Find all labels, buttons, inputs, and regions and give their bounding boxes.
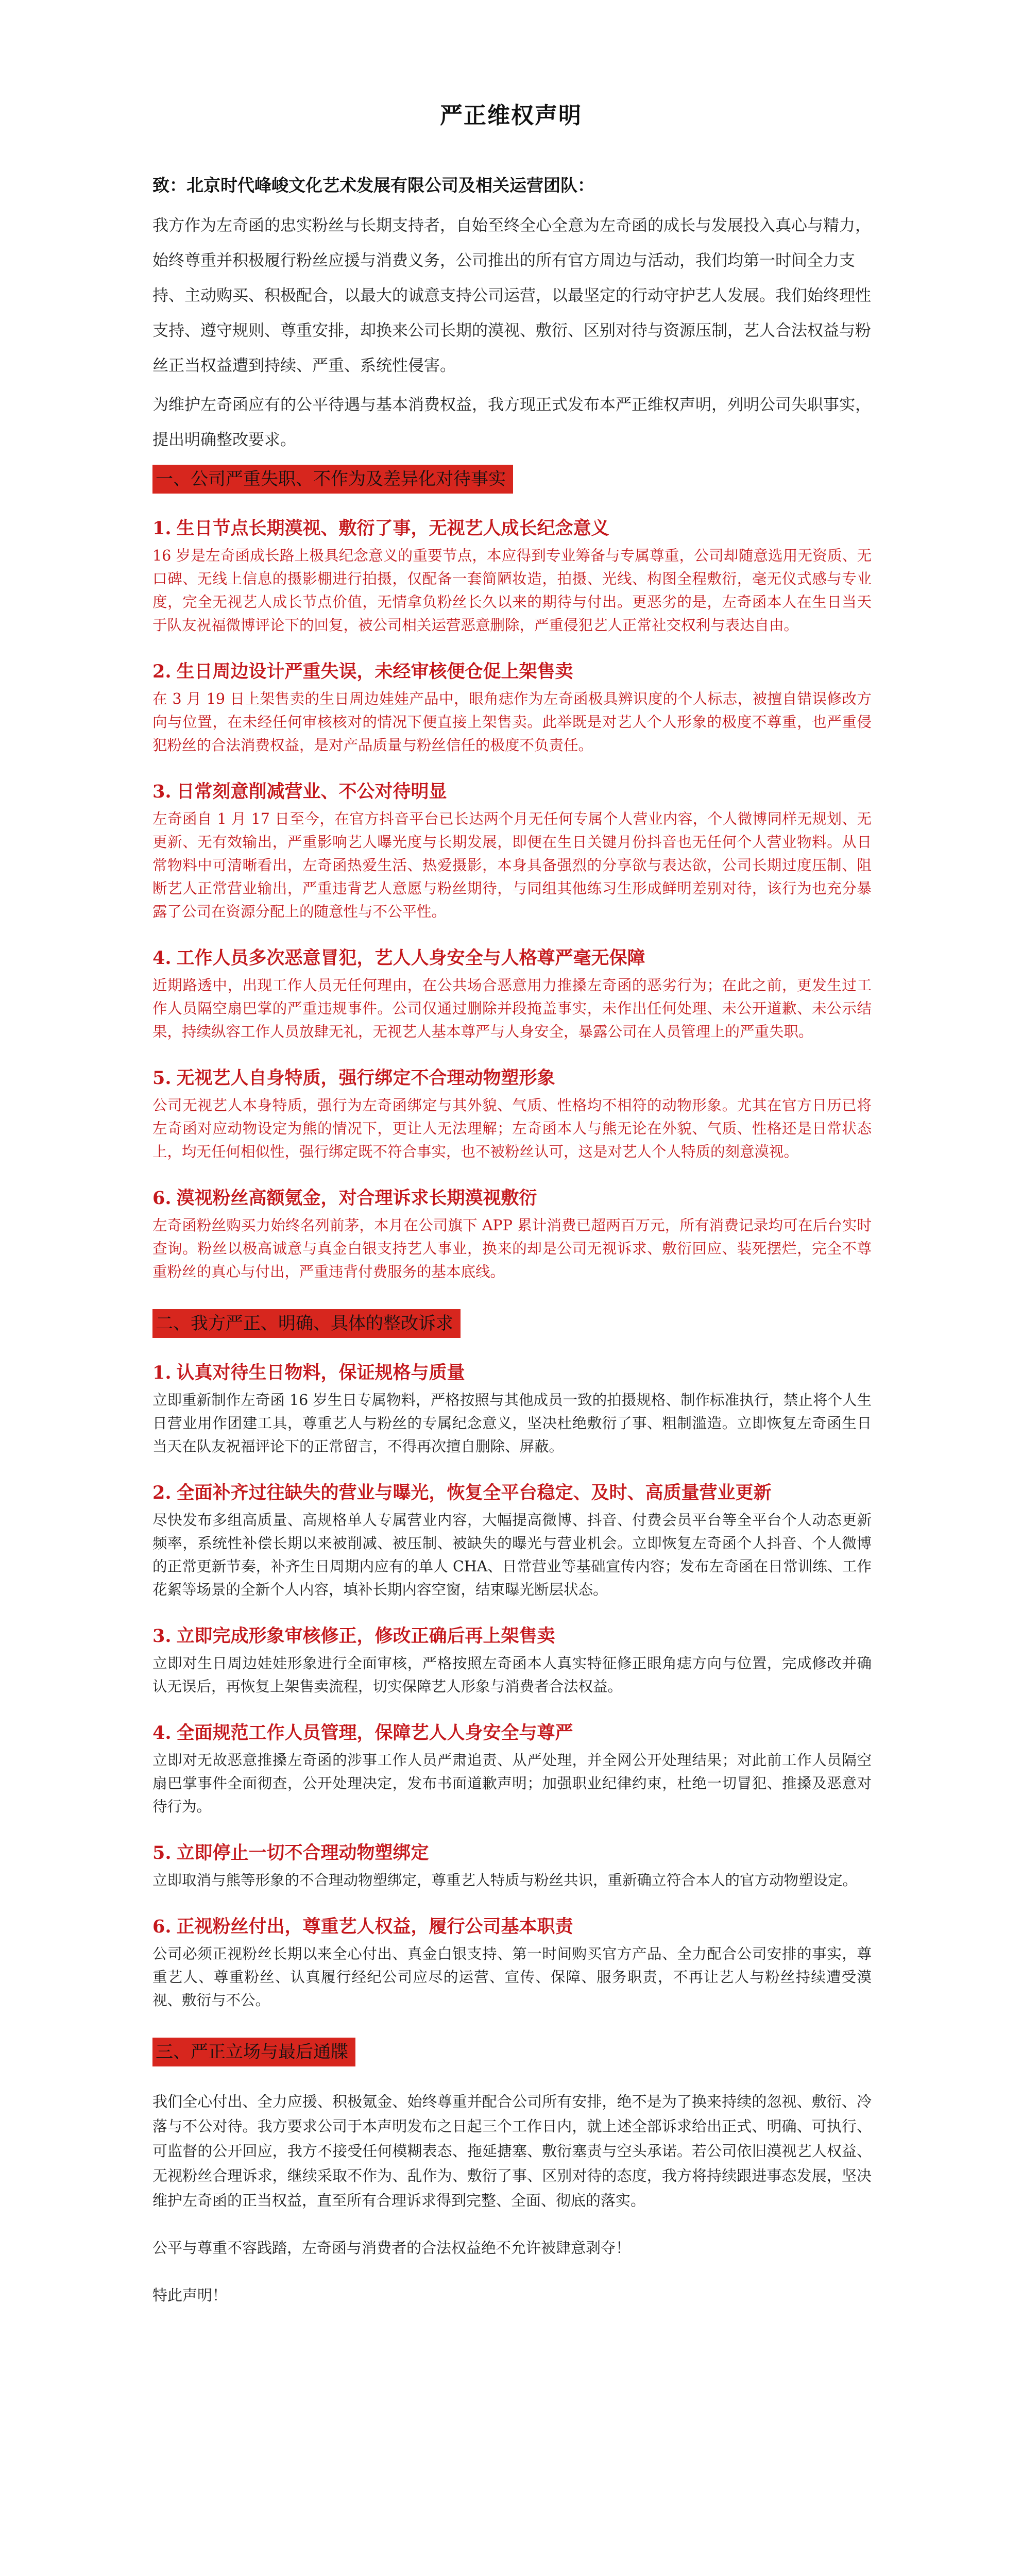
item-body: 立即重新制作左奇函 16 岁生日专属物料，严格按照与其他成员一致的拍摄规格、制作标准执行，禁止将个人生日营业用作团建工具，尊重艺人与粉丝的专属纪念意义，坚决杜绝敷衍了事、粗制滥造。立即恢复左奇函生日当天在队友祝福评论下的正常留言，不得再次擅自删除、屏蔽。 <box>152 1392 872 1455</box>
item-number: 1. <box>152 518 172 539</box>
section-demands <box>152 1306 872 2012</box>
item-title-text: 工作人员多次恶意冒犯，艺人人身安全与人格尊严毫无保障 <box>176 947 645 969</box>
statement-content <box>152 170 872 2330</box>
item-title-text: 生日周边设计严重失误，未经审核便仓促上架售卖 <box>176 661 573 682</box>
item-number: 1. <box>152 1362 172 1383</box>
item-title <box>152 1361 872 1385</box>
closing-declaration: 特此声明！ <box>152 2286 228 2304</box>
item-number: 2. <box>152 1482 172 1503</box>
item-title <box>152 1914 872 1939</box>
item-number: 6. <box>152 1188 172 1209</box>
item-number: 3. <box>152 781 172 802</box>
section-header: 三、严正立场与最后通牒 <box>152 2038 355 2066</box>
list-item <box>152 1066 872 1163</box>
item-number: 4. <box>152 1722 172 1743</box>
item-title-text: 全面补齐过往缺失的营业与曝光，恢复全平台稳定、及时、高质量营业更新 <box>176 1482 772 1503</box>
item-title <box>152 1721 872 1745</box>
item-body: 立即取消与熊等形象的不合理动物塑绑定，尊重艺人特质与粉丝共识，重新确立符合本人的官方动物塑设定。 <box>152 1872 858 1889</box>
item-title <box>152 779 872 804</box>
closing-paragraph: 我们全心付出、全力应援、积极氪金、始终尊重并配合公司所有安排，绝不是为了换来持续的忽视、敷衍、冷落与不公对待。我方要求公司于本声明发布之日起三个工作日内，就上述全部诉求给出正式、明确、可执行、可监督的公开回应，我方不接受任何模糊表态、拖延搪塞、敷衍塞责与空头承诺。若公司依旧漠视艺人权益、无视粉丝合理诉求，继续采取不作为、乱作为、敷衍了事、区别对待的态度，我方将持续跟进事态发展，坚决维护左奇函的正当权益，直至所有合理诉求得到完整、全面、彻底的落实。 <box>152 2093 872 2209</box>
section-failures <box>152 462 872 1283</box>
section-ultimatum <box>152 2035 872 2308</box>
page-title: 严正维权声明 <box>440 103 582 129</box>
closing-slogan: 公平与尊重不容践踏，左奇函与消费者的合法权益绝不允许被肆意剥夺！ <box>152 2239 631 2257</box>
item-number: 5. <box>152 1842 172 1863</box>
section-header: 二、我方严正、明确、具体的整改诉求 <box>152 1309 461 1338</box>
item-title-text: 正视粉丝付出，尊重艺人权益，履行公司基本职责 <box>176 1916 573 1937</box>
list-item <box>152 946 872 1043</box>
list-item <box>152 779 872 923</box>
item-title-text: 日常刻意削减营业、不公对待明显 <box>176 781 447 802</box>
closing <box>152 2089 872 2308</box>
item-title-text: 立即完成形象审核修正，修改正确后再上架售卖 <box>176 1625 555 1647</box>
item-number: 6. <box>152 1916 172 1937</box>
item-body: 立即对无故恶意推搡左奇函的涉事工作人员严肃追责、从严处理，并全网公开处理结果；对此前工作人员隔空扇巴掌事件全面彻查，公开处理决定，发布书面道歉声明；加强职业纪律约束，杜绝一切冒犯、推搡及恶意对待行为。 <box>152 1752 872 1815</box>
item-title-text: 认真对待生日物料，保证规格与质量 <box>176 1362 465 1383</box>
item-body: 左奇函粉丝购买力始终名列前茅，本月在公司旗下 APP 累计消费已超两百万元，所有消费记录均可在后台实时查询。粉丝以极高诚意与真金白银支持艺人事业，换来的却是公司无视诉求、敷衍回应、装死摆烂，完全不尊重粉丝的真心与付出，严重违背付费服务的基本底线。 <box>152 1217 872 1280</box>
intro-paragraph: 我方作为左奇函的忠实粉丝与长期支持者，自始至终全心全意为左奇函的成长与发展投入真心与精力，始终尊重并积极履行粉丝应援与消费义务，公司推出的所有官方周边与活动，我们均第一时间全力支持、主动购买、积极配合，以最大的诚意支持公司运营，以最坚定的行动守护艺人发展。我们始终理性支持、遵守规则、尊重安排，却换来公司长期的漠视、敷衍、区别对待与资源压制，艺人合法权益与粉丝正当权益遭到持续、严重、系统性侵害。 <box>152 216 871 375</box>
salutation: 致：北京时代峰峻文化艺术发展有限公司及相关运营团队： <box>152 175 594 195</box>
item-title <box>152 1186 872 1211</box>
list-item <box>152 516 872 637</box>
item-number: 5. <box>152 1067 172 1089</box>
item-title-text: 立即停止一切不合理动物塑绑定 <box>176 1842 429 1863</box>
item-body: 16 岁是左奇函成长路上极具纪念意义的重要节点，本应得到专业筹备与专属尊重，公司却随意选用无资质、无口碑、无线上信息的摄影棚进行拍摄，仅配备一套简陋妆造，拍摄、光线、构图全程敷衍，毫无仪式感与专业度，完全无视艺人成长节点价值，无情拿负粉丝长久以来的期待与付出。更恶劣的是，左奇函本人在生日当天于队友祝福微博评论下的回复，被公司相关运营恶意删除，严重侵犯艺人正常社交权利与表达自由。 <box>152 547 872 634</box>
item-title <box>152 659 872 684</box>
item-number: 3. <box>152 1625 172 1647</box>
item-number: 2. <box>152 661 172 682</box>
item-title <box>152 1624 872 1649</box>
item-title <box>152 1066 872 1091</box>
item-body: 公司必须正视粉丝长期以来全心付出、真金白银支持、第一时间购买官方产品、全力配合公司安排的事实，尊重艺人、尊重粉丝、认真履行经纪公司应尽的运营、宣传、保障、服务职责，不再让艺人与粉丝持续遭受漠视、敷衍与不公。 <box>152 1945 872 2009</box>
item-title-text: 无视艺人自身特质，强行绑定不合理动物塑形象 <box>176 1067 555 1089</box>
item-title-text: 全面规范工作人员管理，保障艺人人身安全与尊严 <box>176 1722 573 1743</box>
section-header: 一、公司严重失职、不作为及差异化对待事实 <box>152 465 513 494</box>
item-title <box>152 946 872 971</box>
intro <box>152 208 872 457</box>
item-body: 立即对生日周边娃娃形象进行全面审核，严格按照左奇函本人真实特征修正眼角痣方向与位置，完成修改并确认无误后，再恢复上架售卖流程，切实保障艺人形象与消费者合法权益。 <box>152 1655 872 1695</box>
item-body: 左奇函自 1 月 17 日至今，在官方抖音平台已长达两个月无任何专属个人营业内容，个人微博同样无规划、无更新、无有效输出，严重影响艺人曝光度与长期发展，即便在生日关键月份抖音也无任何个人营业物料。从日常物料中可清晰看出，左奇函热爱生活、热爱摄影，本身具备强烈的分享欲与表达欲，公司长期过度压制、阻断艺人正常营业输出，严重违背艺人意愿与粉丝期待，与同组其他练习生形成鲜明差别对待，该行为也充分暴露了公司在资源分配上的随意性与不公平性。 <box>152 810 872 920</box>
item-number: 4. <box>152 947 172 969</box>
list-item <box>152 1186 872 1283</box>
intro-paragraph: 为维护左奇函应有的公平待遇与基本消费权益，我方现正式发布本严正维权声明，列明公司失职事实，提出明确整改要求。 <box>152 396 871 449</box>
list-item <box>152 1481 872 1601</box>
item-title <box>152 1841 872 1866</box>
list-item <box>152 1361 872 1458</box>
item-title-text: 漠视粉丝高额氪金，对合理诉求长期漠视敷衍 <box>176 1188 537 1209</box>
item-body: 公司无视艺人本身特质，强行为左奇函绑定与其外貌、气质、性格均不相符的动物形象。尤其在官方日历已将左奇函对应动物设定为熊的情况下，更让人无法理解；左奇函本人与熊无论在外貌、气质、性格还是日常状态上，均无任何相似性，强行绑定既不符合事实，也不被粉丝认可，这是对艺人个人特质的刻意漠视。 <box>152 1097 872 1160</box>
list-item <box>152 1914 872 2012</box>
list-item <box>152 659 872 757</box>
list-item <box>152 1624 872 1698</box>
item-title-text: 生日节点长期漠视、敷衍了事，无视艺人成长纪念意义 <box>176 518 609 539</box>
item-body: 近期路透中，出现工作人员无任何理由，在公共场合恶意用力推搡左奇函的恶劣行为；在此之前，更发生过工作人员隔空扇巴掌的严重违规事件。公司仅通过删除并段掩盖事实，未作出任何处理、未公开道歉、未公示结果，持续纵容工作人员放肆无礼，无视艺人基本尊严与人身安全，暴露公司在人员管理上的严重失职。 <box>152 977 872 1040</box>
item-body: 尽快发布多组高质量、高规格单人专属营业内容，大幅提高微博、抖音、付费会员平台等全平台个人动态更新频率，系统性补偿长期以来被削减、被压制、被缺失的曝光与营业机会。立即恢复左奇函个人抖音、个人微博的正常更新节奏，补齐生日周期内应有的单人 CHA、日常营业等基础宣传内容；发布左奇函在日常训练、工作花絮等场景的全新个人内容，填补长期内容空窗，结束曝光断层状态。 <box>152 1512 872 1598</box>
list-item <box>152 1721 872 1818</box>
item-title <box>152 516 872 541</box>
item-title <box>152 1481 872 1505</box>
list-item <box>152 1841 872 1892</box>
item-body: 在 3 月 19 日上架售卖的生日周边娃娃产品中，眼角痣作为左奇函极具辨识度的个人标志，被擅自错误修改方向与位置，在未经任何审核核对的情况下便直接上架售卖。此举既是对艺人个人形象的极度不尊重，也严重侵犯粉丝的合法消费权益，是对产品质量与粉丝信任的极度不负责任。 <box>152 690 872 754</box>
